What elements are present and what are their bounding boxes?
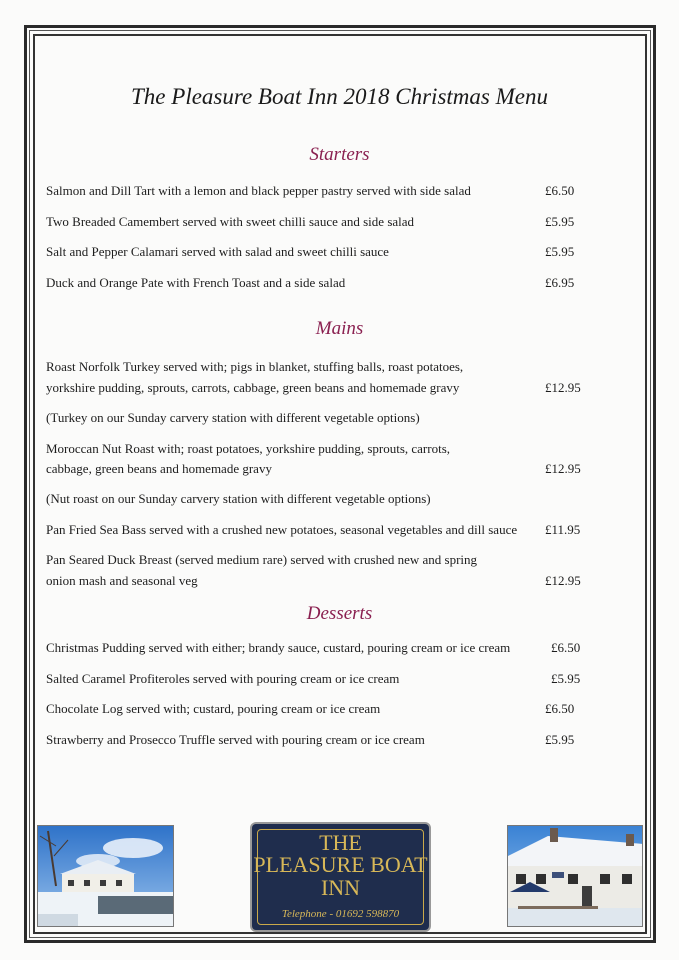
sign-line-2: PLEASURE BOAT [253,852,428,877]
sign-line-1: THE [319,830,362,855]
main-price: £12.95 [545,380,581,395]
main-item-line: yorkshire pudding, sprouts, carrots, cabbage, green beans and homemade gravy [46,380,460,395]
pub-photo-left [37,825,174,927]
starter-price: £6.50 [545,183,575,198]
main-item-line: Moroccan Nut Roast with; roast potatoes, yorkshire pudding, sprouts, carrots, [46,441,451,456]
starters-heading: Starters [309,144,370,165]
main-price: £12.95 [545,461,581,476]
main-item-line: onion mash and seasonal veg [46,573,198,588]
dessert-item: Strawberry and Prosecco Truffle served with pouring cream or ice cream [46,732,425,747]
starter-price: £5.95 [545,244,575,259]
starter-item: Two Breaded Camembert served with sweet chilli sauce and side salad [46,214,415,229]
dessert-item: Chocolate Log served with; custard, pouring cream or ice cream [46,701,381,716]
main-item-line: cabbage, green beans and homemade gravy [46,461,272,476]
dessert-item: Salted Caramel Profiteroles served with pouring cream or ice cream [46,671,400,686]
dessert-price: £5.95 [551,671,581,686]
main-item-line: Pan Fried Sea Bass served with a crushed new potatoes, seasonal vegetables and dill sauce [46,522,518,537]
mains-heading: Mains [315,318,364,339]
starter-item: Duck and Orange Pate with French Toast and a side salad [46,275,346,290]
dessert-price: £6.50 [551,640,581,655]
starter-item: Salmon and Dill Tart with a lemon and black pepper pastry served with side salad [46,183,471,198]
main-note: (Turkey on our Sunday carvery station with different vegetable options) [46,410,420,425]
main-price: £11.95 [545,522,581,537]
main-item-line: Roast Norfolk Turkey served with; pigs in blanket, stuffing balls, roast potatoes, [46,359,464,374]
sign-telephone-number: 01692 598870 [335,908,400,920]
snowy-pub-photo-left [38,826,174,927]
sign-line-3: INN [320,875,361,900]
main-note: (Nut roast on our Sunday carvery station with different vegetable options) [46,491,431,506]
desserts-heading: Desserts [306,603,373,624]
page-border-inner [33,34,647,934]
snowy-pub-photo-right [508,826,643,927]
starter-item: Salt and Pepper Calamari served with salad and sweet chilli sauce [46,244,389,259]
sign-telephone-label: Telephone [281,908,327,920]
sign-telephone: Telephone - 01692 598870 [281,908,400,920]
main-item-line: Pan Seared Duck Breast (served medium rare) served with crushed new and spring [46,552,478,567]
pub-photo-right [507,825,643,927]
dessert-item: Christmas Pudding served with either; brandy sauce, custard, pouring cream or ice cream [46,640,511,655]
dessert-price: £5.95 [545,732,575,747]
main-price: £12.95 [545,573,581,588]
starter-price: £5.95 [545,214,575,229]
starter-price: £6.95 [545,275,575,290]
dessert-price: £6.50 [545,701,575,716]
pub-sign [250,822,431,932]
menu-title: The Pleasure Boat Inn 2018 Christmas Menu [131,84,548,109]
